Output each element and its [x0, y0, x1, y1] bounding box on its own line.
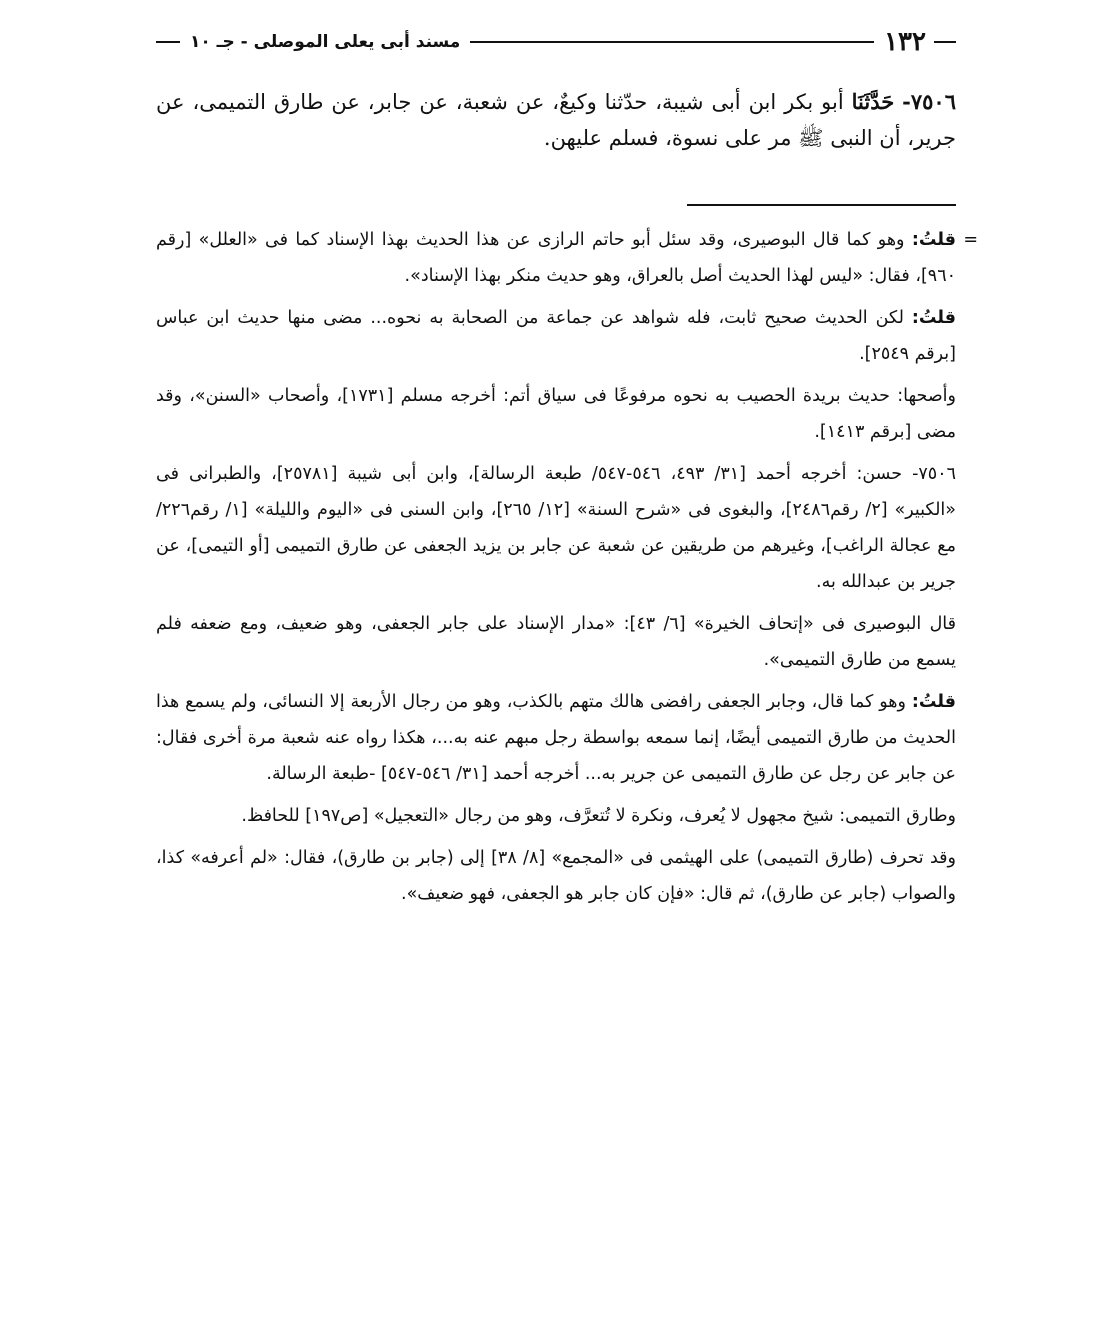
- note-text: وقد تحرف (طارق التميمى) على الهيثمى فى «المجمع» [٨/ ٣٨] إلى (جابر بن طارق)، فقال: «لم أعرفه» كذا، والصواب (جابر عن طارق)، ثم قال: «فإن كان جابر هو الجعفى، فهو ضعيف».: [156, 848, 956, 904]
- note-label: قلتُ:: [911, 230, 956, 250]
- footnote-paragraph: [156, 840, 956, 912]
- header-dash-start: [934, 41, 956, 43]
- hadith-number: ٧٥٠٦-: [902, 89, 956, 114]
- hadith-opening: حَدَّثَنَا: [851, 89, 895, 114]
- note-text: قال البوصيرى فى «إتحاف الخيرة» [٦/ ٤٣]: «مدار الإسناد على جابر الجعفى، وهو ضعيف، ومع ضعفه فلم يسمع من طارق التميمى».: [156, 614, 956, 670]
- page-number: ١٣٢: [884, 27, 926, 57]
- running-title: مسند أبى يعلى الموصلى - جـ ١٠: [190, 32, 461, 52]
- footnotes: [156, 222, 978, 918]
- continuation-marker: =: [963, 230, 978, 250]
- note-text: وهو كما قال، وجابر الجعفى رافضى هالك متهم بالكذب، وهو من رجال الأربعة إلا النسائى، ولم يسمع هذا الحديث من طارق التميمى أيضًا، إنما سمعه بواسطة رجل مبهم عنه به...، هكذا رواه عنه شعبة مرة أخرى فقال: عن جابر عن رجل عن طارق التميمى عن جرير به... أخرجه أحمد [٣١/ ٥٤٦-٥٤٧] -طبعة الرسالة.: [156, 692, 956, 784]
- footnote-paragraph: [156, 606, 956, 678]
- note-text: وطارق التميمى: شيخ مجهول لا يُعرف، ونكرة لا تُتعرَّف، وهو من رجال «التعجيل» [ص١٩٧] للحافظ.: [241, 806, 956, 826]
- hadith-text: [156, 84, 956, 156]
- footnote-paragraph: [156, 456, 956, 600]
- header-dash-end: [156, 41, 180, 43]
- footnote-paragraph: [156, 300, 956, 372]
- hadith-body: أبو بكر ابن أبى شيبة، حدّثنا وكيعٌ، عن شعبة، عن جابر، عن طارق التميمى، عن جرير، أن النبى ﷺ مر على نسوة، فسلم عليهن.: [156, 90, 956, 150]
- footnote-paragraph: [156, 378, 956, 450]
- note-text: وهو كما قال البوصيرى، وقد سئل أبو حاتم الرازى عن هذا الحديث بهذا الإسناد كما فى «العلل» [رقم ٩٦٠]، فقال: «ليس لهذا الحديث أصل بالعراق، وهو حديث منكر بهذا الإسناد».: [156, 230, 956, 286]
- note-text: لكن الحديث صحيح ثابت، فله شواهد عن جماعة من الصحابة به نحوه... مضى منها حديث ابن عباس [برقم ٢٥٤٩].: [156, 308, 956, 364]
- note-label: قلتُ:: [911, 692, 956, 712]
- footnote-separator: [687, 204, 956, 206]
- note-text: وأصحها: حديث بريدة الحصيب به نحوه مرفوعًا فى سياق أتم: أخرجه مسلم [١٧٣١]، وأصحاب «السنن»، وقد مضى [برقم ١٤١٣].: [156, 386, 956, 442]
- footnote-paragraph: [156, 222, 978, 294]
- footnote-paragraph: [156, 798, 956, 834]
- footnote-paragraph: [156, 684, 956, 792]
- page-header: [156, 24, 956, 60]
- header-rule: [470, 41, 874, 43]
- note-text: ٧٥٠٦- حسن: أخرجه أحمد [٣١/ ٤٩٣، ٥٤٦-٥٤٧/ طبعة الرسالة]، وابن أبى شيبة [٢٥٧٨١]، والطبرانى فى «الكبير» [٢/ رقم٢٤٨٦]، والبغوى فى «شرح السنة» [١٢/ ٢٦٥]، وابن السنى فى «اليوم والليلة» [١/ رقم٢٢٦/ مع عجالة الراغب]، وغيرهم من طريقين عن شعبة عن جابر بن يزيد الجعفى عن طارق التميمى [أو التيمى]، عن جرير بن عبدالله به.: [156, 464, 957, 592]
- note-label: قلتُ:: [911, 308, 956, 328]
